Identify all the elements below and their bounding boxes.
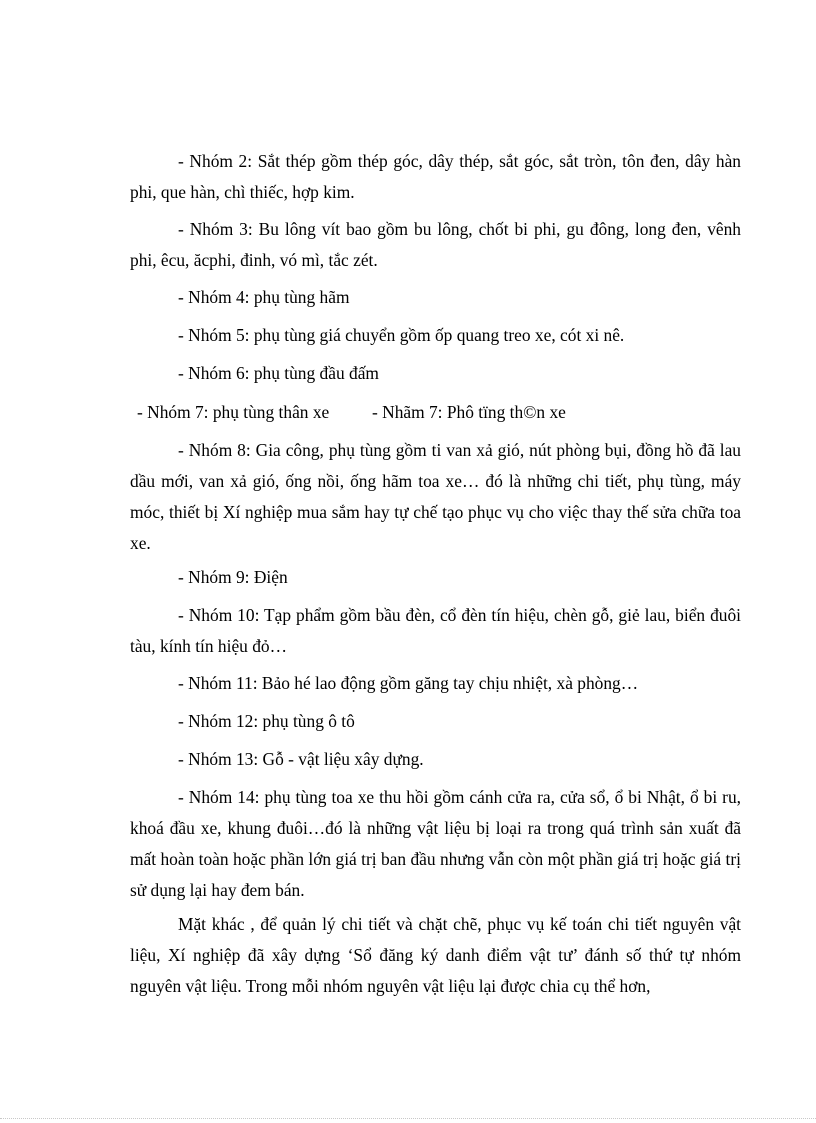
paragraph-group-2: - Nhóm 2: Sắt thép gồm thép góc, dây thép, sắt góc, sắt tròn, tôn đen, dây hàn phi, que hàn, chì thiếc, hợp kim. xyxy=(130,151,741,202)
paragraph-group-9: - Nhóm 9: Điện xyxy=(178,567,288,587)
paragraph-group-4: - Nhóm 4: phụ tùng hãm xyxy=(178,287,350,307)
paragraph-group-10: - Nhóm 10: Tạp phẩm gồm bầu đèn, cổ đèn tín hiệu, chèn gỗ, giẻ lau, biển đuôi tàu, kính tín hiệu đỏ… xyxy=(130,605,741,656)
paragraph-group-7: - Nhóm 7: phụ tùng thân xe xyxy=(137,402,330,422)
paragraph-group-3: - Nhóm 3: Bu lông vít bao gồm bu lông, chốt bi phi, gu đông, long đen, vênh phi, êcu, ăcphi, đinh, vó mì, tắc zét. xyxy=(130,219,741,270)
paragraph-group-7-garbled: - Nhãm 7: Phô tïng th©n xe xyxy=(372,402,566,422)
paragraph-group-13: - Nhóm 13: Gỗ - vật liệu xây dựng. xyxy=(178,749,424,769)
page-bottom-divider xyxy=(0,1118,816,1119)
paragraph-list-registry: Mặt khác , để quản lý chi tiết và chặt chẽ, phục vụ kế toán chi tiết nguyên vật liệu, Xí nghiệp đã xây dựng ‘Sổ đăng ký danh điểm vật tư’ đánh số thứ tự nhóm nguyên vật liệu. Trong mỗi nhóm nguyên vật liệu lại được chia cụ thể hơn, xyxy=(130,914,741,996)
paragraph-group-5: - Nhóm 5: phụ tùng giá chuyển gồm ốp quang treo xe, cót xi nê. xyxy=(178,325,625,345)
paragraph-group-8: - Nhóm 8: Gia công, phụ tùng gồm ti van xả gió, nút phòng bụi, đồng hồ đã lau dầu mới, van xả gió, ống nồi, ống hãm toa xe… đó là những chi tiết, phụ tùng, máy móc, thiết bị Xí nghiệp mua sắm hay tự chế tạo phục vụ cho việc thay thế sửa chữa toa xe. xyxy=(130,440,741,553)
paragraph-group-14: - Nhóm 14: phụ tùng toa xe thu hồi gồm cánh cửa ra, cửa sổ, ổ bi Nhật, ổ bi ru, khoá đầu xe, khung đuôi…đó là những vật liệu bị loại ra trong quá trình sản xuất đã mất hoàn toàn hoặc phần lớn giá trị ban đầu nhưng vẫn còn một phần giá trị hoặc giá trị sử dụng lại hay đem bán. xyxy=(130,787,741,900)
paragraph-group-11: - Nhóm 11: Bảo hé lao động gồm găng tay chịu nhiệt, xà phòng… xyxy=(178,673,639,693)
paragraph-group-12: - Nhóm 12: phụ tùng ô tô xyxy=(178,711,355,731)
paragraph-group-6: - Nhóm 6: phụ tùng đầu đấm xyxy=(178,363,379,383)
